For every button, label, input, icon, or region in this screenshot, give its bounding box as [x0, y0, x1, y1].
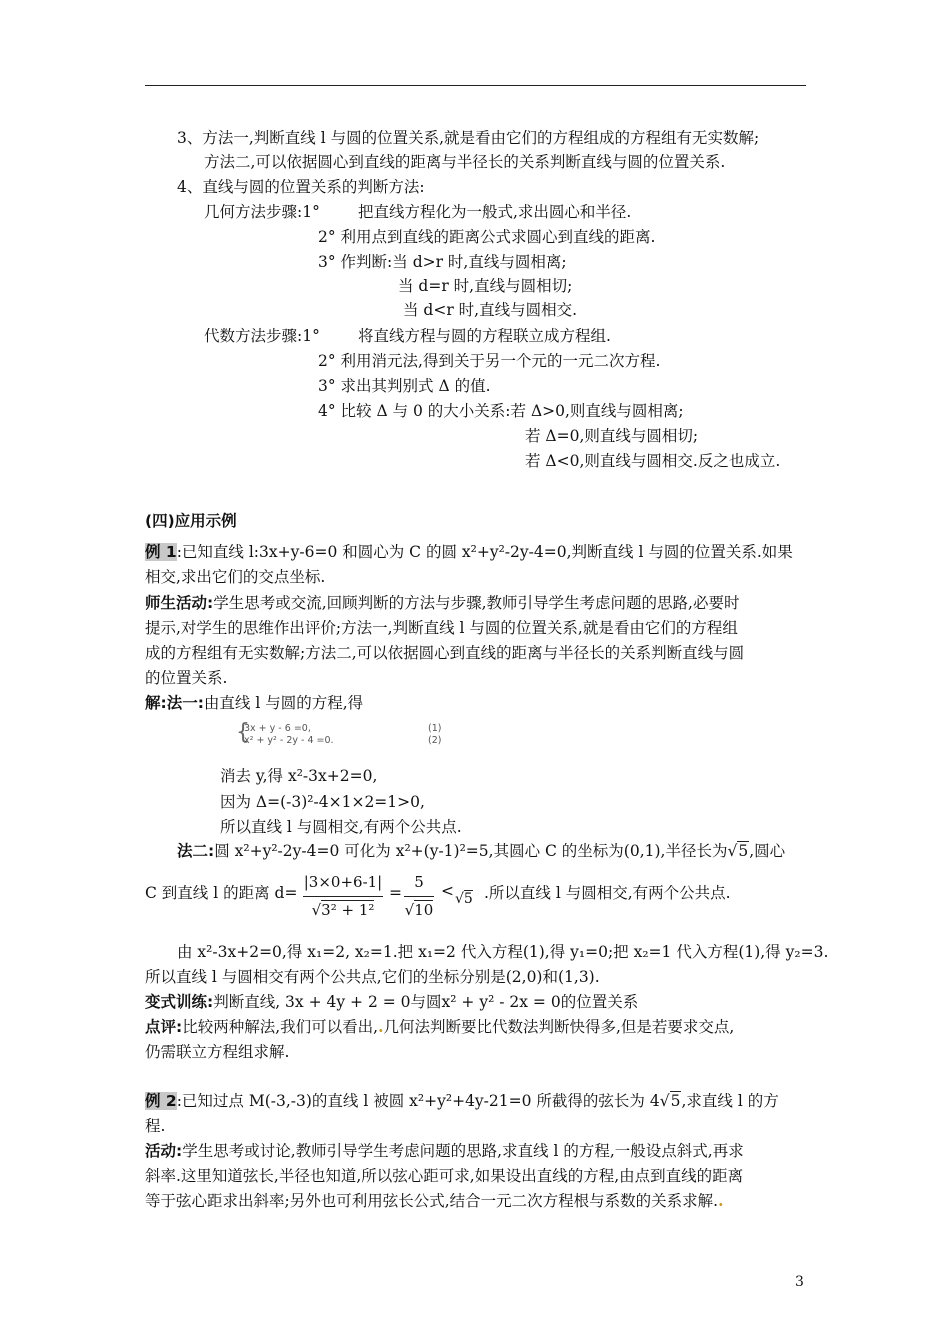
solution-line [145, 692, 363, 714]
text-line: 若 Δ=0,则直线与圆相切; [525, 427, 699, 445]
method-2-line [177, 840, 785, 862]
text-line: 消去 y,得 x²-3x+2=0, [220, 767, 378, 785]
page-number: 3 [795, 1274, 804, 1290]
text-line: 3° 作判断:当 d>r 时,直线与圆相离; [318, 253, 567, 271]
text-line: 由 x²-3x+2=0,得 x₁=2, x₂=1.把 x₁=2 代入方程(1),得 y₁=0;把 x₂=1 代入方程(1),得 y₂=3. [177, 943, 829, 961]
text-line: 若 Δ<0,则直线与圆相交.反之也成立. [525, 452, 781, 470]
equation-1: 3x + y - 6 =0, [244, 723, 311, 734]
mark-dot-icon: . [378, 1017, 384, 1036]
text-line: 仍需联立方程组求解. [145, 1043, 290, 1061]
text-line: 4° 比较 Δ 与 0 的大小关系:若 Δ>0,则直线与圆相离; [318, 402, 684, 420]
review-label: 点评: [145, 1018, 183, 1036]
text-line: 所以直线 l 与圆相交有两个公共点,它们的坐标分别是(2,0)和(1,3). [145, 968, 600, 986]
activity-text: 学生思考或讨论,教师引导学生考虑问题的思路,求直线 l 的方程,一般设点斜式,再求 [182, 1142, 744, 1160]
activity-text: 学生思考或交流,回顾判断的方法与步骤,教师引导学生考虑问题的思路,必要时 [213, 594, 740, 612]
header-rule [145, 85, 806, 86]
text-line: 所以直线 l 与圆相交,有两个公共点. [220, 818, 462, 836]
text-line: 把直线方程化为一般式,求出圆心和半径. [358, 203, 632, 221]
text-line: 因为 Δ=(-3)²-4×1×2=1>0, [220, 793, 425, 811]
section-heading: (四)应用示例 [145, 512, 237, 530]
activity-label: 活动: [145, 1142, 183, 1160]
text-line: 2° 利用消元法,得到关于另一个元的一元二次方程. [318, 352, 661, 370]
variation-line [145, 991, 638, 1013]
text-line: 几何方法步骤:1° [204, 203, 320, 221]
text-line: 程. [145, 1117, 166, 1135]
text-line: 当 d=r 时,直线与圆相切; [398, 277, 573, 295]
fraction-1-bar [303, 896, 383, 897]
equals-sign: = [389, 884, 402, 902]
fraction-2-radicand: 10 [414, 901, 434, 919]
sqrt-expression: √5 [455, 891, 473, 907]
review-line [145, 1016, 734, 1038]
less-than-sign: < [441, 882, 454, 900]
sqrt-radicand: 5 [738, 842, 749, 860]
review-text: 比较两种解法,我们可以看出, [182, 1018, 379, 1036]
activity-label: 师生活动: [145, 594, 214, 612]
distance-prefix: C 到直线 l 的距离 d= [145, 884, 298, 902]
text-line: 代数方法步骤:1° [204, 327, 320, 345]
method-2-text: 圆 x²+y²-2y-4=0 可化为 x²+(y-1)²=5,其圆心 C 的坐标为(0,1),半径长为 [214, 842, 728, 860]
text-line [145, 1190, 724, 1212]
solution-label: 解:法一: [145, 694, 204, 712]
fraction-1-numerator: |3×0+6-1| [303, 873, 383, 891]
distance-conclusion: .所以直线 l 与圆相交,有两个公共点. [484, 884, 731, 902]
example-1-text: :已知直线 l:3x+y-6=0 和圆心为 C 的圆 x²+y²-2y-4=0,判断直线 l 与圆的位置关系.如果 [176, 543, 793, 561]
variation-label: 变式训练: [145, 993, 214, 1011]
activity-line [145, 592, 740, 614]
method-2-end: ,圆心 [749, 842, 786, 860]
activity-text: 等于弦心距求出斜率;另外也可利用弦长公式,结合一元二次方程根与系数的关系求解. [145, 1192, 719, 1210]
text-line: 当 d<r 时,直线与圆相交. [403, 301, 578, 319]
sqrt-expression: √5 [659, 1092, 681, 1110]
review-text-cont: 几何法判断要比代数法判断快得多,但是若要求交点, [383, 1018, 735, 1036]
text-line: 提示,对学生的思维作出评价;方法一,判断直线 l 与圆的位置关系,就是看由它们的方程组 [145, 619, 738, 637]
activity-line [145, 1140, 744, 1162]
example-2-line [145, 1090, 779, 1112]
sqrt-radicand: 5 [463, 891, 473, 907]
text-line: 斜率.这里知道弦长,半径也知道,所以弦心距可求,如果设出直线的方程,由点到直线的距离 [145, 1167, 744, 1185]
text-line: 相交,求出它们的交点坐标. [145, 568, 326, 586]
sqrt-radicand: 5 [670, 1092, 681, 1110]
text-line: 将直线方程与圆的方程联立成方程组. [358, 327, 611, 345]
text-line: 3° 求出其判别式 Δ 的值. [318, 377, 491, 395]
text-line: 4、直线与圆的位置关系的判断方法: [177, 178, 425, 196]
fraction-2-bar [404, 896, 434, 897]
example-2-text: :已知过点 M(-3,-3)的直线 l 被圆 x²+y²+4y-21=0 所截得的弦长为 4 [176, 1092, 660, 1110]
fraction-2-numerator: 5 [414, 873, 424, 891]
example-1-line [145, 541, 793, 563]
sqrt-expression: √5 [727, 842, 749, 860]
method-2-label: 法二: [177, 842, 215, 860]
fraction-1-denominator: √3² + 1² [311, 901, 375, 919]
text-line: 方法二,可以依据圆心到直线的距离与半径长的关系判断直线与圆的位置关系. [204, 153, 726, 171]
equation-2: x² + y² - 2y - 4 =0. [244, 735, 334, 746]
mark-dot-icon: . [718, 1191, 724, 1210]
text-line: 的位置关系. [145, 669, 228, 687]
text-line: 2° 利用点到直线的距离公式求圆心到直线的距离. [318, 228, 656, 246]
brace-icon: { [236, 720, 250, 745]
example-1-label: 例 1 [145, 543, 177, 561]
equation-tag-1: (1) [428, 723, 442, 734]
text-line: 3、方法一,判断直线 l 与圆的位置关系,就是看由它们的方程组成的方程组有无实数解; [177, 129, 760, 147]
example-2-text-end: ,求直线 l 的方 [681, 1092, 779, 1110]
variation-text: 判断直线, 3x + 4y + 2 = 0与圆x² + y² - 2x = 0的位置关系 [213, 993, 639, 1011]
fraction-1-radicand: 3² + 1² [321, 901, 375, 919]
fraction-2-denominator: √10 [404, 901, 434, 919]
example-2-label: 例 2 [145, 1092, 177, 1110]
equation-tag-2: (2) [428, 735, 442, 746]
solution-text: 由直线 l 与圆的方程,得 [203, 694, 364, 712]
text-line: 成的方程组有无实数解;方法二,可以依据圆心到直线的距离与半径长的关系判断直线与圆 [145, 644, 745, 662]
